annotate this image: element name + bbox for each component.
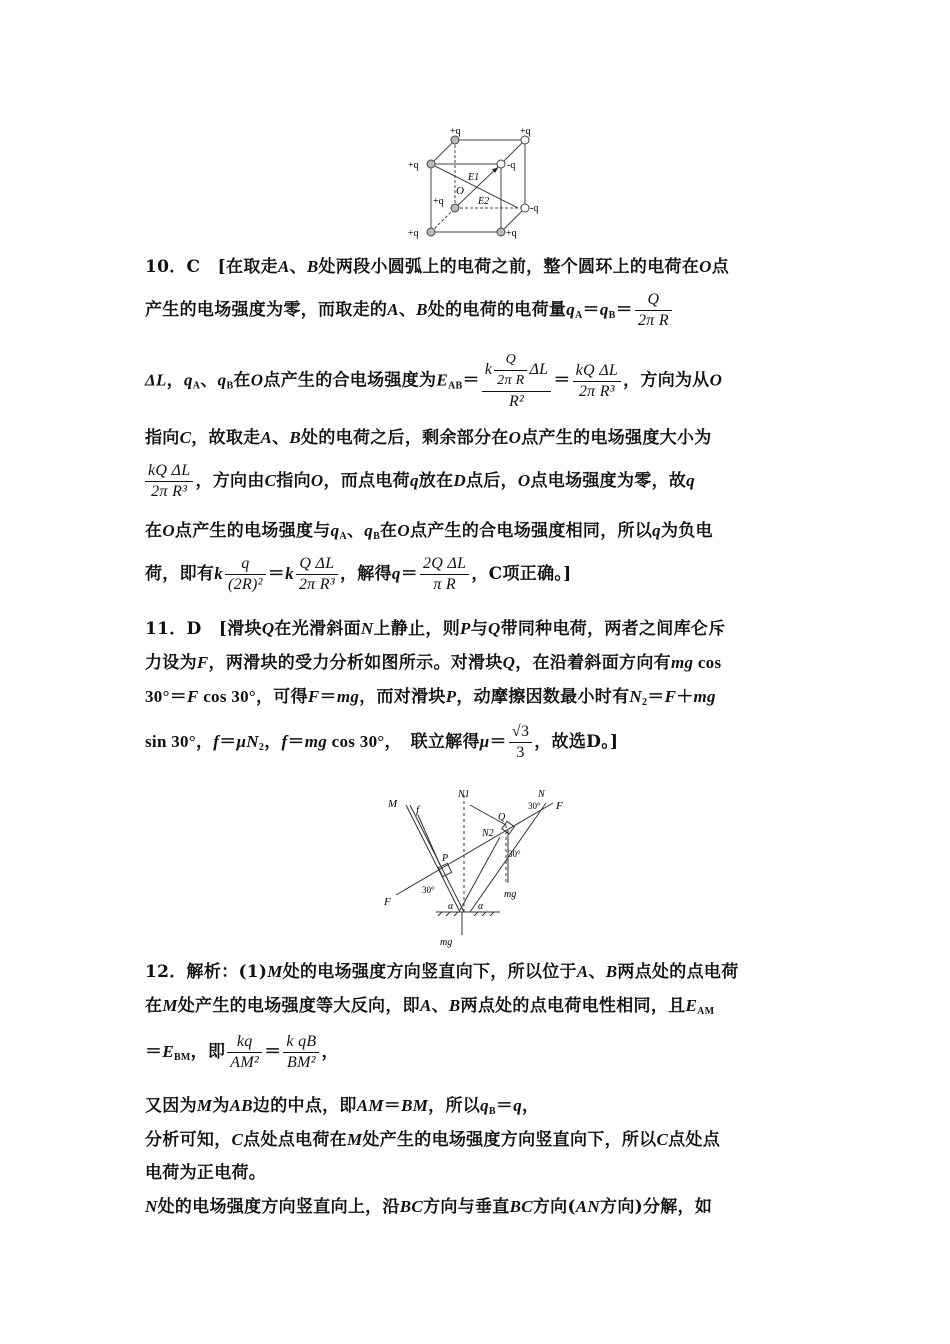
cube-label: E1 bbox=[468, 172, 480, 183]
incline-label: M bbox=[388, 798, 398, 810]
incline-label: α bbox=[478, 901, 484, 912]
incline-label: N bbox=[538, 789, 545, 800]
q10-line-2: 产生的电场强度为零，而取走的A、B处的电荷的电荷量$q_A=q_B=$ $\frac{Q}{\text{2π R}}$ bbox=[145, 290, 810, 331]
incline-label: α bbox=[448, 901, 454, 912]
incline-label: f bbox=[416, 804, 420, 816]
q12-line-2: 在M处产生的电场强度等大反向，即A、B两点处的点电荷电性相同，且$E_{AM}$ bbox=[145, 996, 715, 1017]
incline-label: F bbox=[384, 896, 391, 908]
q11-line-1: 11．D [滑块Q在光滑斜面N上静止，则P与Q带同种电荷，两者之间库仑斥 bbox=[145, 619, 726, 639]
q12-line-4: 又因为M为AB边的中点，即AM＝BM，所以$q_B=q$， bbox=[145, 1096, 540, 1117]
fraction: $\frac{kq}{\text{AM²}}$ bbox=[227, 1032, 262, 1073]
fraction: $\frac{\text{Q ΔL}}{\text{2π R³}}$ bbox=[296, 554, 338, 595]
q11-line-3: 30°＝F cos 30°，可得F＝mg，而对滑块P，动摩擦因数最小时有$N_2=F+mg$ bbox=[145, 687, 716, 708]
q12-line-5: 分析可知，C点处点电荷在M处产生的电场强度方向竖直向下，所以C点处点 bbox=[145, 1130, 721, 1150]
q10-line-1: 10．C [在取走A、B处两段小圆弧上的电荷之前，整个圆环上的电荷在O点 bbox=[145, 257, 730, 277]
q12-line-1: 12．解析：(1)M处的电场强度方向竖直向下，所以位于A、B两点处的点电荷 bbox=[145, 962, 739, 982]
q10-line-3: ΔL，$q_A$、$q_B$在O点产生的合电场强度为$E_{AB}=$ k $\frac{Q}{\text{2π R}}$ ΔL R² ＝ $\frac{\text{kQ ΔL}}{\text{2π R³}}$ ，方向为从O bbox=[145, 352, 723, 410]
fraction: $\frac{√3}{3}$ bbox=[509, 722, 532, 763]
incline-label: P bbox=[442, 853, 449, 864]
incline-force-figure bbox=[378, 785, 578, 950]
q10-line-6: 在O点产生的电场强度与$q_A$、$q_B$在O点产生的合电场强度相同，所以q为负电 bbox=[145, 521, 713, 542]
fraction: $\frac{Q}{\text{2π R}}$ bbox=[635, 290, 672, 331]
fraction: $\frac{\text{kQ ΔL}}{\text{2π R³}}$ bbox=[573, 361, 621, 402]
incline-label: N1 bbox=[458, 789, 470, 800]
incline-label: 30° bbox=[508, 849, 521, 859]
q10-line-7: 荷，即有k $\frac{q}{\text{(2R)²}}$ ＝k $\frac{\text{Q ΔL}}{\text{2π R³}}$ ，解得q＝ $\frac{\text{2Q ΔL}}{\text{π R}}$ ，C项正确。] bbox=[145, 555, 572, 593]
cube-label: +q bbox=[520, 126, 531, 137]
cube-label: +q bbox=[408, 228, 419, 239]
incline-label: Q bbox=[498, 812, 506, 823]
incline-label: mg bbox=[504, 889, 517, 900]
cube-label: E2 bbox=[478, 196, 490, 207]
q10-line-5: $\frac{\text{kQ ΔL}}{\text{2π R³}}$ ，方向由C指向O，而点电荷q放在D点后，O点电场强度为零，故q bbox=[145, 461, 810, 502]
incline-label: F bbox=[556, 800, 563, 812]
incline-label: mg bbox=[440, 937, 453, 948]
cube-label: +q bbox=[408, 160, 419, 171]
incline-label: 30° bbox=[528, 801, 541, 811]
fraction: $\frac{\text{kQ ΔL}}{\text{2π R³}}$ bbox=[145, 461, 193, 502]
incline-label: N2 bbox=[482, 828, 494, 839]
q11-line-2: 力设为F，两滑块的受力分析如图所示。对滑块Q，在沿着斜面方向有mg cos bbox=[145, 653, 722, 673]
q12-line-6: 电荷为正电荷。 bbox=[145, 1163, 267, 1183]
cube-label: +q bbox=[433, 196, 444, 207]
fraction: $\frac{\text{2Q ΔL}}{\text{π R}}$ bbox=[420, 554, 469, 595]
incline-label: 30° bbox=[422, 885, 435, 895]
cube-label: +q bbox=[450, 126, 461, 137]
cube-label: O bbox=[456, 185, 464, 197]
fraction: $\frac{q}{\text{(2R)²}}$ bbox=[225, 554, 266, 595]
fraction: $\frac{\text{k qB}}{\text{BM²}}$ bbox=[283, 1032, 319, 1073]
fraction: k $\frac{Q}{\text{2π R}}$ ΔL R² bbox=[482, 350, 552, 412]
q12-line-3: $=E_{BM}$，即 $\frac{kq}{\text{AM²}}$ ＝ $\frac{\text{k qB}}{\text{BM²}}$ ， bbox=[145, 1033, 339, 1071]
cube-label: -q bbox=[530, 203, 539, 214]
q11-line-4: sin 30°，$f=\mu N_2$，f＝mg cos 30°， 联立解得μ＝ $\frac{√3}{3}$ ，故选D。] bbox=[145, 723, 619, 761]
q12-line-7: N处的电场强度方向竖直向上，沿BC方向与垂直BC方向(AN方向)分解，如 bbox=[145, 1197, 713, 1217]
cube-figure bbox=[398, 120, 558, 245]
q10-line-4: 指向C，故取走A、B处的电荷之后，剩余部分在O点产生的电场强度大小为 bbox=[145, 428, 712, 448]
cube-label: +q bbox=[506, 228, 517, 239]
cube-label: -q bbox=[507, 160, 516, 171]
